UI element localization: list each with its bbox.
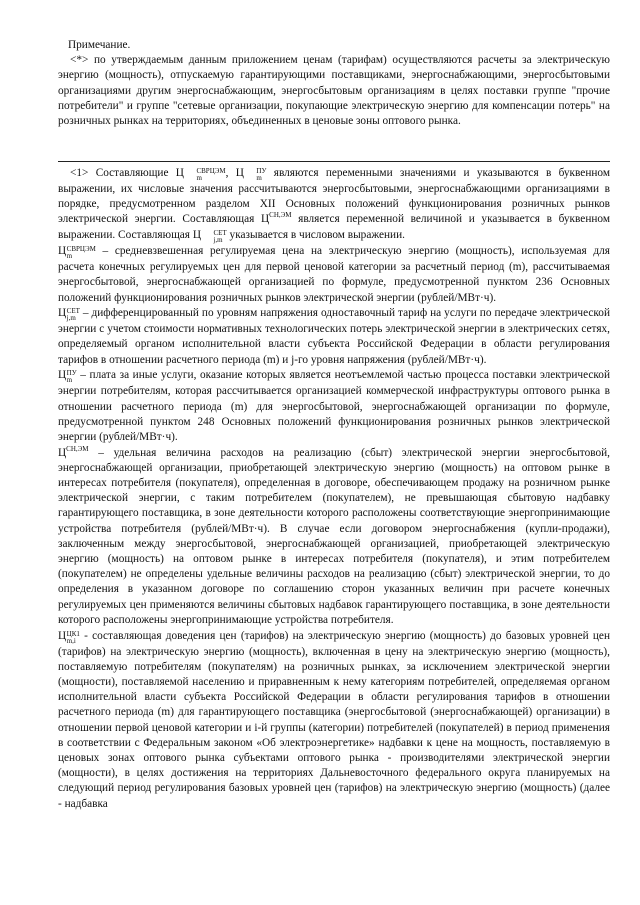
footnote-section xyxy=(58,166,610,812)
symbol-c-snem: $Ц^{СН,ЭМ}$ xyxy=(58,444,89,459)
definition-text: – средневзвешенная регулируемая цена на электрическую энергию (мощность), используемая для расчета конечных регулируемых цен для первой ценовой категории за расчетный период (m), рассчитываемая энергосбытовой, энергоснабжающей организацией по формуле, предусмотренной пунктом 236 Основных положений функционирования розничных рынков электрической энергии (рублей/МВт·ч). xyxy=(58,245,610,304)
definition-svrcem xyxy=(58,244,610,306)
symbol-c-tsk1: Ц ЦК1 m,i xyxy=(58,629,80,645)
definition-text: – плата за иные услуги, оказание которых является неотъемлемой частью процесса поставки электрической энергии потребителям, которая рассчитывается организацией коммерческой инфраструктуры оптового рынка в отношении расчетного периода (m) для энергосбытовой, энергоснабжающей организации по формуле, предусмотренной пунктом 248 Основных положений функционирования розничных рынков электрической энергии (рублей/МВт·ч). xyxy=(58,369,610,443)
footnote-text-3: является переменной величиной и указывается в буквенном выражении. Составляющая xyxy=(58,213,610,241)
symbol-c-set: Ц СЕТ j,m xyxy=(58,307,80,323)
definition-set xyxy=(58,306,610,368)
symbol-c-set: Ц СЕТ j,m xyxy=(192,228,227,244)
note-section xyxy=(58,38,610,129)
footnote-text-2: являются переменными значениями и указываются в буквенном выражении, их числовые значения рассчитываются энергосбытовыми, энергоснабжающими организациями в порядке, предусмотренном разделом XII Основных положений функционирования розничных рынков электрической энергии. Составляющая xyxy=(58,167,610,226)
definition-text: – дифференцированный по уровням напряжения одноставочный тариф на услуги по передаче электрической энергии с учетом стоимости нормативных технологических потерь электрической энергии в электрических сетях, определяемый органом исполнительной власти субъекта Российской Федерации в области регулирования тарифов в отношении расчетного периода (m) и j-го уровня напряжения (рублей/МВт·ч). xyxy=(58,307,610,366)
definition-snem xyxy=(58,446,610,628)
footnote-text-1: <1> Составляющие xyxy=(70,167,169,179)
definition-pu xyxy=(58,368,610,445)
symbol-c-svrcem: Ц СВРЦЭМ m xyxy=(175,167,226,182)
footnote-text-4: указывается в числовом выражении. xyxy=(229,228,405,241)
symbol-c-pu: Ц ПУ m xyxy=(235,167,267,182)
symbol-c-svrcem: Ц СВРЦЭМ m xyxy=(58,245,96,261)
footnote-paragraph: <1> Составляющие Ц СВРЦЭМ m , Ц ПУ m являются переменными значениями и указываются в буквенном выражении, их числовые значения рассчитываются энергосбытовыми, энергоснабжающими организациями в порядке, предусмотренном разделом XII Основных положений функционирования розничных рынков электрической энергии. Составляющая $Ц^{СН,ЭМ}$ является переменной величиной и указывается в буквенном выражении. Составляющая Ц СЕТ j,m указывается в числовом выражении. xyxy=(58,167,610,244)
note-text: <*> по утверждаемым данным приложением ценам (тарифам) осуществляются расчеты за электрическую энергию (мощность), отпускаемую гарантирующими поставщиками, энергоснабжающими, энергосбытовыми организациями другим энергоснабжающим, энергосбытовым организациям в целях поставки группе "прочие потребители" и группе "сетевые организации, покупающие электрическую энергию для компенсации потерь" на розничных рынках на территориях, объединенных в ценовые зоны оптового рынка. xyxy=(58,54,610,128)
definition-text: - составляющая доведения цен (тарифов) на электрическую энергию (мощность) до базовых уровней цен (тарифов) на электрическую энергию (мощность), включенная в цену на электрическую энергию (мощность), поставляемую потребителям (покупателям) на розничных рынках, за исключением электрической энергии (мощности), поставляемой населению и приравненным к нему категориям потребителей, определяемая органом исполнительной власти субъекта Российской Федерации в области регулирования тарифов в отношении расчетного периода (m) для гарантирующего поставщика (энергосбытовой (энергоснабжающей) организации) в отношении первой ценовой категории и i-й группы (категории) потребителей (покупателей) в период применения в соответствии с Федеральным законом «Об электроэнергетике» надбавки к цене на мощность, поставляемую в ценовых зонах оптового рынка субъектами оптового рынка - производителями электрической энергии (мощности), в целях достижения на территориях Дальневосточного федерального округа планируемых на следующий период регулирования базовых уровней цен (тарифов) на электрическую энергию (мощность) (далее - надбавка xyxy=(58,629,610,810)
definition-text: – удельная величина расходов на реализацию (сбыт) электрической энергии энергосбытовой, энергоснабжающей организации, приобретающей электрическую энергию (мощность) на оптовом рынке в интересах потребителя (покупателя), определенная в договоре, обеспечивающем продажу на розничном рынке электрической энергии, с таким потребителем (покупателем), не превышающая сбытовую надбавку гарантирующего поставщика, в зоне деятельности которого расположены соответствующие энергопринимающие устройства потребителя (рублей/МВт·ч). В случае если договором энергоснабжения (купли-продажи), заключенным между энергосбытовой, энергоснабжающей организацией, приобретающей электрическую энергию (мощность) на оптовом рынке в интересах потребителя (покупателя), и этим потребителем (покупателем) не определены удельные величины расходов на реализацию (сбыт) электрической энергии, то до определения в указанном договоре по соглашению сторон указанных величин при расчете конечных регулируемых цен применяются величины сбытовых надбавок гарантирующего поставщика, в зоне деятельности которого расположены энергопринимающие устройства потребителя. xyxy=(58,446,610,626)
symbol-c-pu: Ц ПУ m xyxy=(58,369,77,385)
note-title: Примечание. xyxy=(68,39,131,51)
definition-tsk1 xyxy=(58,629,610,812)
symbol-c-snem: $Ц^{СН,ЭМ}$ xyxy=(261,211,292,226)
separator-line xyxy=(58,161,610,162)
